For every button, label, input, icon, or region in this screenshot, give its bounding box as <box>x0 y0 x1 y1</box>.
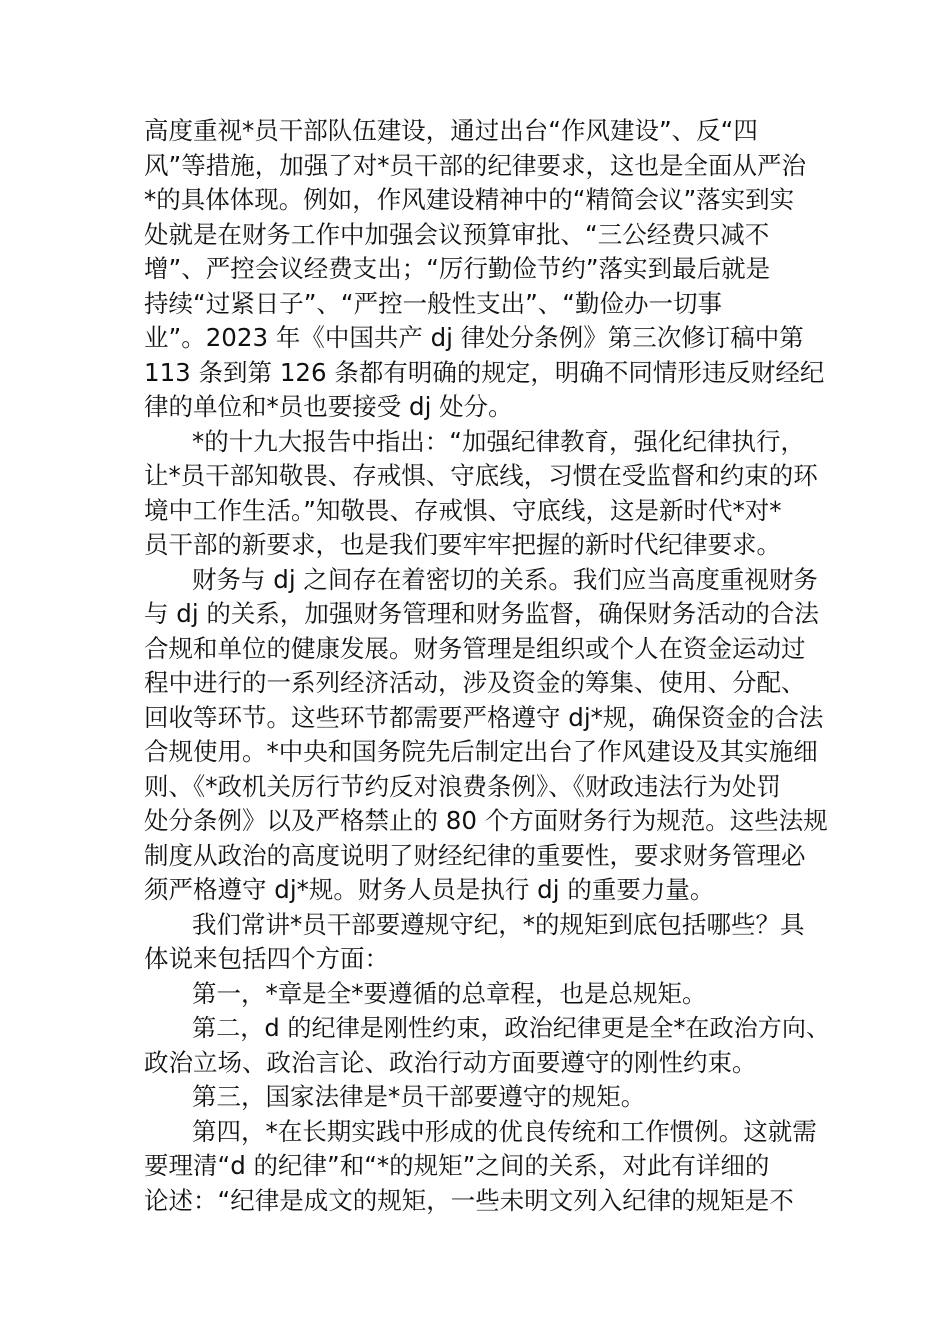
text-line: 高度重视*员干部队伍建设，通过出台“作风建设”、反“四 <box>144 116 758 145</box>
text-line: 回收等环节。这些环节都需要严格遵守 dj*规，确保资金的合法 <box>144 702 824 732</box>
text-line: 则、《*政机关厉行节约反对浪费条例》、《财政违法行为处罚 <box>144 771 781 801</box>
text-line: 让*员干部知敬畏、存戒惧、守底线，习惯在受监督和约束的环 <box>144 461 818 490</box>
text-line: 程中进行的一系列经济活动，涉及资金的筹集、使用、分配、 <box>144 668 806 697</box>
text-line: 政治立场、政治言论、政治行动方面要遵守的刚性约束。 <box>144 1047 757 1077</box>
text-line: 合规和单位的健康发展。财务管理是组织或个人在资金运动过 <box>144 633 806 663</box>
text-line: 业”。2023 年《中国共产 dj 律处分条例》第三次修订稿中第 <box>144 323 804 352</box>
text-line: 境中工作生活。”知敬畏、存戒惧、守底线，这是新时代*对* <box>144 495 782 525</box>
text-line: 体说来包括四个方面： <box>144 944 389 973</box>
text-line: 论述：“纪律是成文的规矩，一些未明文列入纪律的规矩是不 <box>144 1185 794 1215</box>
text-line: 须严格遵守 dj*规。财务人员是执行 dj 的重要力量。 <box>144 875 715 904</box>
text-line: 我们常讲*员干部要遵规守纪，*的规矩到底包括哪些？具 <box>192 909 805 939</box>
text-line: 风”等措施，加强了对*员干部的纪律要求，这也是全面从严治 <box>144 150 806 180</box>
text-line: *的十九大报告中指出：“加强纪律教育，强化纪律执行， <box>192 426 805 456</box>
text-line: *的具体体现。例如，作风建设精神中的“精简会议”落实到实 <box>144 185 795 214</box>
text-line: 合规使用。*中央和国务院先后制定出台了作风建设及其实施细 <box>144 737 818 766</box>
text-line: 律的单位和*员也要接受 dj 处分。 <box>144 392 513 421</box>
text-line: 制度从政治的高度说明了财经纪律的重要性，要求财务管理必 <box>144 840 806 870</box>
text-line: 第二，d 的纪律是刚性约束，政治纪律更是全*在政治方向、 <box>192 1014 831 1042</box>
text-line: 第一，*章是全*要遵循的总章程，也是总规矩。 <box>192 978 707 1008</box>
text-line: 持续“过紧日子”、“严控一般性支出”、“勤俭办一切事 <box>144 288 722 318</box>
text-line: 处分条例》以及严格禁止的 80 个方面财务行为规范。这些法规 <box>144 806 828 835</box>
text-line: 处就是在财务工作中加强会议预算审批、“三公经费只减不 <box>144 219 770 249</box>
text-line: 财务与 dj 之间存在着密切的关系。我们应当高度重视财务 <box>192 564 818 594</box>
text-line: 要理清“d 的纪律”和“*的规矩”之间的关系，对此有详细的 <box>144 1151 770 1180</box>
text-line: 增”、严控会议经费支出；“厉行勤俭节约”落实到最后就是 <box>144 254 771 283</box>
text-line: 113 条到第 126 条都有明确的规定，明确不同情形违反财经纪 <box>144 357 825 387</box>
text-line: 第四，*在长期实践中形成的优良传统和工作惯例。这就需 <box>192 1116 817 1146</box>
text-line: 第三，国家法律是*员干部要遵守的规矩。 <box>192 1082 646 1111</box>
document-body <box>144 114 831 1218</box>
text-line: 与 dj 的关系，加强财务管理和财务监督，确保财务活动的合法 <box>144 599 819 628</box>
text-line: 员干部的新要求，也是我们要牢牢把握的新时代纪律要求。 <box>144 530 781 559</box>
